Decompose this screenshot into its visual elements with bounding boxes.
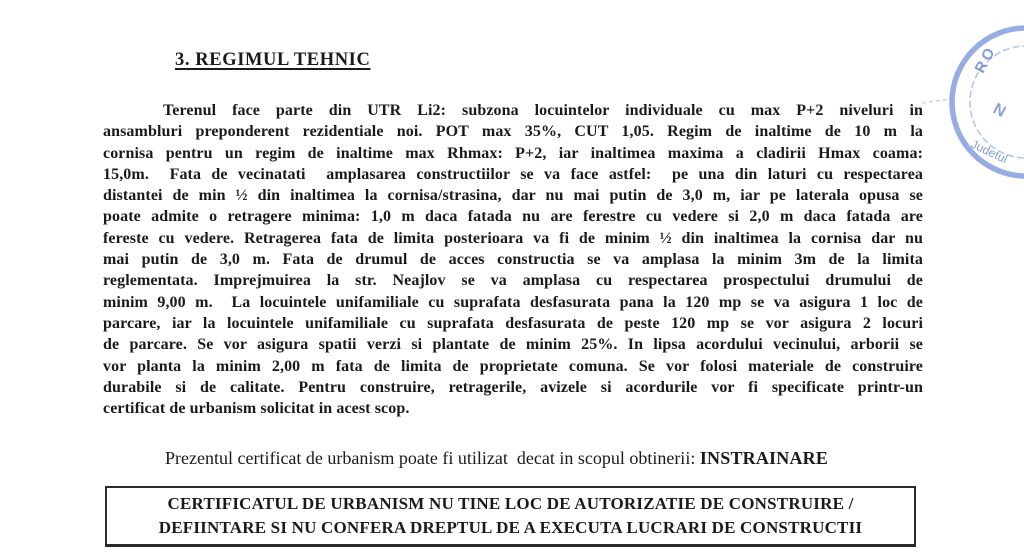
body-line: reglementata. Imprejmuirea la str. Neajlov se va amplasa cu respectarea prospectului drumului de <box>103 272 923 290</box>
section-heading: 3. REGIMUL TEHNIC <box>175 50 371 70</box>
body-line: ansambluri preponderent rezidentiale noi. POT max 35%, CUT 1,05. Regim de inaltime de 10 m la <box>103 123 923 141</box>
notice-box-line2: DEFIINTARE SI NU CONFERA DREPTUL DE A EXECUTA LUCRARI DE CONSTRUCTII <box>158 517 863 537</box>
body-line: durabile si de calitate. Pentru construire, retragerile, avizele si acordurile vor fi specificate printr-un <box>103 378 923 396</box>
purpose-note-text: Prezentul certificat de urbanism poate fi utilizat decat in scopul obtinerii: <box>165 448 700 468</box>
body-line: vor planta la minim 2,00 m fata de limita de proprietate comuna. Se vor folosi materiale de construire <box>103 357 923 375</box>
body-line: de parcare. Se vor asigura spatii verzi si plantate de minim 25%. In lipsa acordului vecinului, arborii se <box>103 336 923 354</box>
body-line: certificat de urbanism solicitat in acest scop. <box>103 400 410 418</box>
notice-box <box>105 486 916 547</box>
purpose-note-emphasis: INSTRAINARE <box>699 448 829 468</box>
notice-box-line1: CERTIFICATUL DE URBANISM NU TINE LOC DE AUTORIZATIE DE CONSTRUIRE / <box>167 494 854 513</box>
body-line: parcare, iar la locuintele unifamiliale cu suprafata desfasurata de peste 120 mp se vor asigura 2 locuri <box>103 314 923 332</box>
stamp-monogram: N <box>990 100 1009 121</box>
stamp-graphic <box>920 0 1024 185</box>
body-line: fereste cu vedere. Retragerea fata de limita posterioara va fi de minim ½ din inaltimea la cornisa dar nu <box>103 229 923 247</box>
body-line: distantei de min ½ din inaltimea la cornisa/strasina, dar nu mai putin de 3,0 m, iar pe laterala opusa se <box>103 187 923 205</box>
body-line: cornisa pentru un regim de inaltime max Rhmax: P+2, iar inaltimea maxima a cladirii Hmax coama: <box>103 144 923 162</box>
ink-stamp <box>920 0 1024 185</box>
stamp-text-ro: RO <box>971 42 1000 76</box>
body-line: mai putin de 3,0 m. Fata de drumul de acces constructia se va amplasa la minim 3m de la limita <box>103 251 923 269</box>
purpose-note <box>165 448 945 469</box>
body-line: 15,0m. Fata de vecinatati amplasarea constructiilor se va face astfel: pe una din laturi cu respectarea <box>103 165 923 183</box>
stamp-text-judetul: Judetul <box>968 137 1010 167</box>
body-paragraph <box>103 100 923 419</box>
body-line: Terenul face parte din UTR Li2: subzona locuintelor individuale cu max P+2 niveluri in <box>163 102 923 119</box>
body-line: minim 9,00 m. La locuintele unifamiliale cu suprafata desfasurata pana la 120 mp se va asigura 1 loc de <box>103 293 923 311</box>
body-line: poate admite o retragere minima: 1,0 m daca fatada nu are ferestre cu vedere si 2,0 m daca fatada are <box>103 208 923 226</box>
